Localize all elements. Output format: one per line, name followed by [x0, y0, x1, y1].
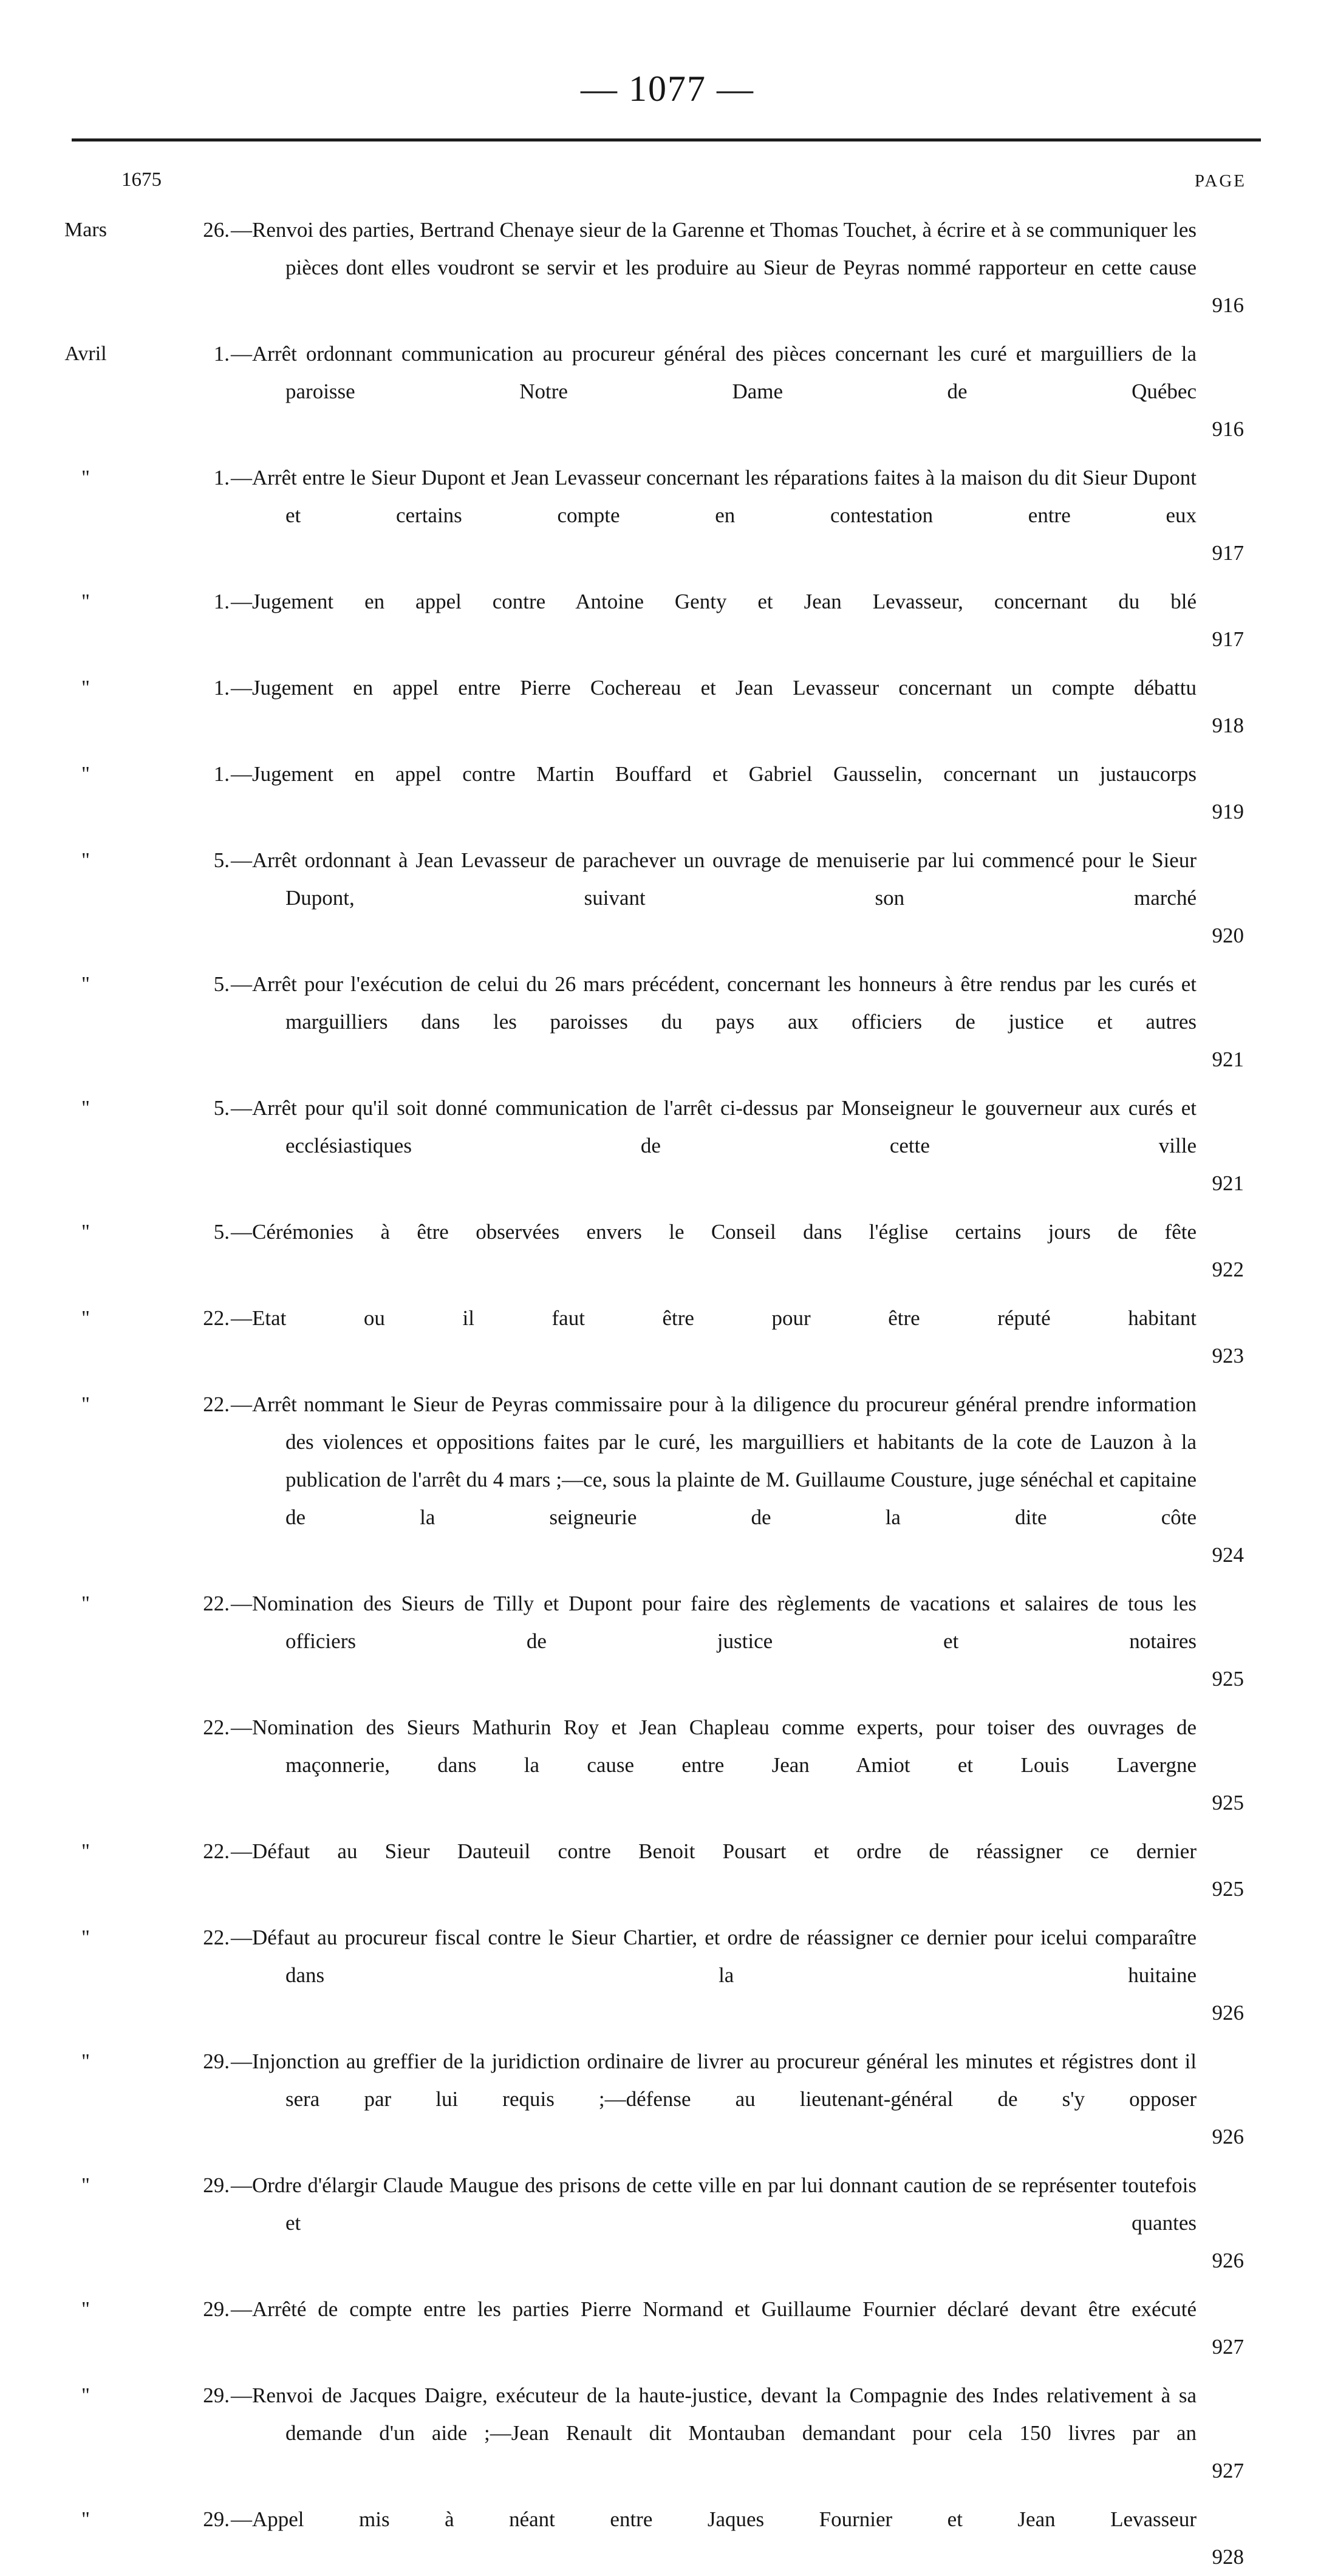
entry-page-ref: 916	[1212, 293, 1244, 317]
entry-page-ref: 928	[1212, 2545, 1244, 2569]
entry-month: "	[81, 1097, 90, 1119]
index-entry	[0, 658, 1335, 745]
entry-text: —Arrêt pour l'exécution de celui du 26 mars précédent, concernant les honneurs à être rendus par les curés et marguilliers dans les paroisses du pays aux officiers de justice et autres	[231, 972, 1197, 1034]
entry-day: 22.	[203, 1306, 230, 1330]
entry-day: 22.	[203, 1392, 230, 1416]
entry-month: "	[81, 590, 90, 613]
entry-day: 29.	[203, 2050, 230, 2073]
entry-text: —Jugement en appel entre Pierre Cochereau et Jean Levasseur concernant un compte débattu	[231, 676, 1197, 700]
entry-day: 29.	[203, 2383, 230, 2407]
entry-month: "	[81, 2298, 90, 2320]
entry-month: "	[81, 973, 90, 995]
entry-day: 26.	[203, 218, 230, 242]
entry-day: 22.	[203, 1592, 230, 1615]
header-rule	[72, 138, 1261, 141]
entry-text: —Défaut au procureur fiscal contre le Sieur Chartier, et ordre de réassigner ce dernier pour icelui comparaître dans la huitaine	[231, 1926, 1197, 1987]
page-number: — 1077 —	[581, 69, 754, 109]
entry-day: 1.	[213, 676, 230, 700]
entry-page-ref: 926	[1212, 2249, 1244, 2272]
index-entry	[0, 2490, 1335, 2576]
entry-month: "	[81, 466, 90, 489]
entry-page-ref: 925	[1212, 1877, 1244, 1901]
entry-text: —Etat ou il faut être pour être réputé habitant	[231, 1306, 1197, 1330]
entry-month: "	[81, 1221, 90, 1243]
entry-day: 29.	[203, 2297, 230, 2321]
entry-day: 5.	[213, 1096, 230, 1120]
entry-page-ref: 924	[1212, 1543, 1244, 1567]
entry-month: Avril	[64, 342, 107, 365]
entry-page-ref: 926	[1212, 2001, 1244, 2025]
index-entry	[0, 745, 1335, 831]
entry-page-ref: 916	[1212, 417, 1244, 441]
index-entry	[0, 1375, 1335, 1574]
entry-day: 5.	[213, 848, 230, 872]
index-entry	[0, 1822, 1335, 1908]
entry-month: "	[81, 1307, 90, 1329]
entry-text: —Jugement en appel contre Antoine Genty et Jean Levasseur, concernant du blé	[231, 590, 1197, 613]
index-entry	[0, 1698, 1335, 1822]
entry-day: 1.	[213, 762, 230, 786]
index-entries	[0, 200, 1335, 2576]
entry-month: "	[81, 849, 90, 871]
entry-month: "	[81, 1592, 90, 1615]
entry-day: 1.	[213, 342, 230, 366]
index-entry	[0, 1078, 1335, 1202]
entry-month: "	[81, 2384, 90, 2407]
entry-day: 5.	[213, 1220, 230, 1244]
index-entry	[0, 1202, 1335, 1289]
index-entry	[0, 200, 1335, 324]
entry-text: —Injonction au greffier de la juridiction ordinaire de livrer au procureur général les minutes et régistres dont il sera par lui requis ;—défense au lieutenant-général de s'y opposer	[231, 2050, 1197, 2111]
index-entry	[0, 572, 1335, 658]
index-entry	[0, 2366, 1335, 2490]
entry-text: —Nomination des Sieurs Mathurin Roy et Jean Chapleau comme experts, pour toiser des ouvrages de maçonnerie, dans la cause entre Jean Amiot et Louis Lavergne	[231, 1716, 1197, 1777]
entry-page-ref: 919	[1212, 800, 1244, 823]
entry-month: "	[81, 2050, 90, 2073]
index-entry	[0, 955, 1335, 1078]
entry-text: —Arrêt ordonnant communication au procureur général des pièces concernant les curé et marguilliers de la paroisse Notre Dame de Québec	[231, 342, 1197, 403]
index-entry	[0, 2156, 1335, 2280]
entry-page-ref: 920	[1212, 924, 1244, 947]
entry-page-ref: 926	[1212, 2125, 1244, 2148]
entry-text: —Arrêté de compte entre les parties Pierre Normand et Guillaume Fournier déclaré devant être exécuté	[231, 2297, 1197, 2321]
entry-text: —Jugement en appel contre Martin Bouffard et Gabriel Gausselin, concernant un justaucorps	[231, 762, 1197, 786]
index-entry	[0, 1908, 1335, 2032]
entry-text: —Renvoi des parties, Bertrand Chenaye sieur de la Garenne et Thomas Touchet, à écrire et à se communiquer les pièces dont elles voudront se servir et les produire au Sieur de Peyras nommé rapporteur en cette cause	[231, 218, 1197, 279]
entry-day: 1.	[213, 466, 230, 489]
entry-text: —Nomination des Sieurs de Tilly et Dupont pour faire des règlements de vacations et salaires de tous les officiers de justice et notaires	[231, 1592, 1197, 1653]
entry-day: 22.	[203, 1926, 230, 1949]
index-entry	[0, 1289, 1335, 1375]
index-entry	[0, 1574, 1335, 1698]
index-entry	[0, 324, 1335, 448]
entry-day: 29.	[203, 2507, 230, 2531]
entry-month: "	[81, 676, 90, 699]
entry-page-ref: 927	[1212, 2459, 1244, 2482]
entry-text: —Appel mis à néant entre Jaques Fournier et Jean Levasseur	[231, 2507, 1197, 2531]
entry-page-ref: 925	[1212, 1791, 1244, 1814]
entry-page-ref: 917	[1212, 541, 1244, 565]
entry-text: —Cérémonies à être observées envers le Conseil dans l'église certains jours de fête	[231, 1220, 1197, 1244]
entry-month: "	[81, 763, 90, 785]
index-entry	[0, 2032, 1335, 2156]
entry-page-ref: 923	[1212, 1344, 1244, 1368]
entry-month: "	[81, 1926, 90, 1949]
entry-month: "	[81, 1393, 90, 1416]
entry-text: —Arrêt nommant le Sieur de Peyras commissaire pour à la diligence du procureur général prendre information des violences et oppositions faites par le curé, les marguilliers et habitants de la cote de Lauzon à la publication de l'arrêt du 4 mars ;—ce, sous la plainte de M. Guillaume Cousture, juge sénéchal et capitaine de la seigneurie de la dite côte	[231, 1392, 1197, 1529]
entry-page-ref: 921	[1212, 1048, 1244, 1071]
entry-month: Mars	[64, 219, 107, 241]
entry-text: —Défaut au Sieur Dauteuil contre Benoit Pousart et ordre de réassigner ce dernier	[231, 1839, 1197, 1863]
entry-page-ref: 927	[1212, 2335, 1244, 2359]
entry-page-ref: 925	[1212, 1667, 1244, 1691]
entry-day: 22.	[203, 1839, 230, 1863]
entry-text: —Arrêt pour qu'il soit donné communication de l'arrêt ci-dessus par Monseigneur le gouverneur aux curés et ecclésiastiques de cette ville	[231, 1096, 1197, 1157]
entry-text: —Renvoi de Jacques Daigre, exécuteur de la haute-justice, devant la Compagnie des Indes relativement à sa demande d'un aide ;—Jean Renault dit Montauban demandant pour cela 150 livres par an	[231, 2383, 1197, 2445]
entry-day: 22.	[203, 1716, 230, 1739]
page-column-header: PAGE	[1194, 171, 1246, 191]
year-label: 1675	[121, 169, 162, 191]
entry-month: "	[81, 2174, 90, 2196]
entry-month: "	[81, 2508, 90, 2530]
entry-text: —Ordre d'élargir Claude Maugue des prisons de cette ville en par lui donnant caution de se représenter toutefois et quantes	[231, 2173, 1197, 2235]
index-entry	[0, 448, 1335, 572]
entry-day: 5.	[213, 972, 230, 996]
entry-page-ref: 921	[1212, 1171, 1244, 1195]
index-entry	[0, 831, 1335, 955]
index-entry	[0, 2280, 1335, 2366]
entry-day: 29.	[203, 2173, 230, 2197]
entry-text: —Arrêt entre le Sieur Dupont et Jean Levasseur concernant les réparations faites à la maison du dit Sieur Dupont et certains compte en contestation entre eux	[231, 466, 1197, 527]
entry-text: —Arrêt ordonnant à Jean Levasseur de parachever un ouvrage de menuiserie par lui commencé pour le Sieur Dupont, suivant son marché	[231, 848, 1197, 910]
entry-day: 1.	[213, 590, 230, 613]
entry-page-ref: 918	[1212, 714, 1244, 737]
entry-month: "	[81, 1840, 90, 1862]
entry-page-ref: 922	[1212, 1258, 1244, 1281]
entry-page-ref: 917	[1212, 627, 1244, 651]
